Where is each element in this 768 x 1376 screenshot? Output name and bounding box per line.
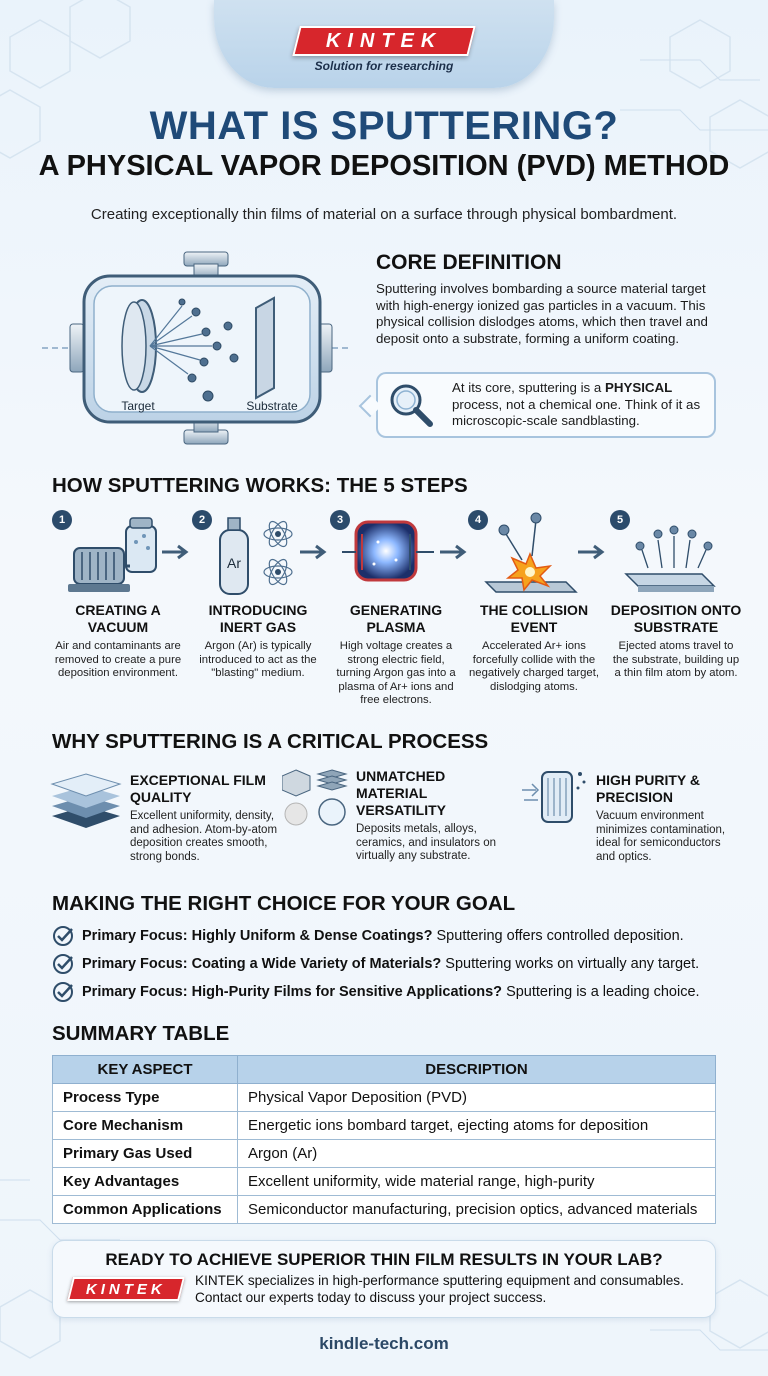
step-3	[330, 508, 470, 718]
step-description: High voltage creates a strong electric field, turning Argon gas into a plasma of Ar+ ions and free electrons.	[336, 640, 456, 706]
table-cell: Semiconductor manufacturing, precision optics, advanced materials	[238, 1196, 716, 1224]
table-row	[53, 1112, 716, 1140]
cta-text: KINTEK specializes in high-performance sputtering equipment and consumables. Contact our experts today to discuss your project success.	[195, 1273, 684, 1305]
why-title: HIGH PURITY & PRECISION	[596, 772, 700, 805]
argon-cylinder-icon	[200, 512, 310, 598]
step-description: Argon (Ar) is typically introduced to act as the "blasting" medium.	[199, 640, 317, 679]
footer-link[interactable]: kindle-tech.com	[319, 1334, 449, 1353]
check-circle-icon	[52, 925, 74, 947]
step-5	[610, 508, 750, 718]
choice-text: Primary Focus: Coating a Wide Variety of Materials? Sputtering works on virtually any target.	[82, 956, 700, 972]
summary-heading: SUMMARY TABLE	[52, 1022, 230, 1045]
cylinder-label: Ar	[227, 555, 241, 571]
substrate-label: Substrate	[246, 399, 298, 413]
arrow-right-icon	[298, 544, 328, 560]
step-title: CREATING A VACUUM	[75, 602, 161, 635]
table-cell: Common Applications	[53, 1196, 238, 1224]
page-subtitle: A PHYSICAL VAPOR DEPOSITION (PVD) METHOD	[38, 150, 730, 182]
page-title: WHAT IS SPUTTERING?	[149, 104, 619, 148]
table-cell: Key Advantages	[53, 1168, 238, 1196]
step-2	[192, 508, 332, 718]
choice-text: Primary Focus: High-Purity Films for Sensitive Applications? Sputtering is a leading choice.	[82, 984, 700, 1000]
step-1	[52, 508, 192, 718]
table-cell: Excellent uniformity, wide material range, high-purity	[238, 1168, 716, 1196]
plasma-icon	[338, 512, 448, 598]
why-description: Excellent uniformity, density, and adhesion. Atom-by-atom deposition creates smooth, strong bonds.	[130, 810, 278, 863]
step-description: Accelerated Ar+ ions forcefully collide with the negatively charged target, dislodging atoms.	[469, 640, 599, 693]
column-header: KEY ASPECT	[53, 1056, 238, 1084]
sputtering-chamber-illustration	[42, 246, 352, 452]
choice-item	[52, 980, 700, 1004]
table-row	[53, 1168, 716, 1196]
intro-text: Creating exceptionally thin films of material on a surface through physical bombardment.	[90, 206, 678, 223]
table-row	[53, 1196, 716, 1224]
step-title: INTRODUCING INERT GAS	[208, 602, 308, 635]
kintek-logo[interactable]: KINTEK	[292, 26, 475, 56]
step-description: Air and contaminants are removed to create a pure deposition environment.	[54, 640, 182, 679]
choice-item	[52, 924, 684, 948]
collision-icon	[476, 512, 586, 598]
vacuum-pump-icon	[60, 512, 170, 598]
step-title: THE COLLISION EVENT	[479, 602, 589, 635]
callout-text: At its core, sputtering is a PHYSICAL process, not a chemical one. Think of it as microscopic-scale sandblasting.	[452, 380, 701, 428]
step-number: 3	[330, 510, 350, 530]
table-row	[53, 1140, 716, 1168]
core-definition-text: Sputtering involves bombarding a source material target with high-energy ionized gas particles in a vacuum. This physical collision dislodges atoms, which then travel and deposit onto a substrate, forming a uniform coating.	[376, 281, 708, 346]
table-cell: Energetic ions bombard target, ejecting atoms for deposition	[238, 1112, 716, 1140]
core-definition-heading: CORE DEFINITION	[376, 251, 562, 274]
step-number: 4	[468, 510, 488, 530]
step-number: 2	[192, 510, 212, 530]
materials-icon	[282, 764, 348, 830]
deposition-icon	[618, 512, 728, 598]
why-title: UNMATCHED MATERIAL VERSATILITY	[356, 768, 446, 818]
target-label: Target	[121, 399, 155, 413]
arrow-right-icon	[438, 544, 468, 560]
why-heading: WHY SPUTTERING IS A CRITICAL PROCESS	[52, 730, 489, 753]
step-title: DEPOSITION ONTO SUBSTRATE	[610, 602, 742, 635]
table-cell: Core Mechanism	[53, 1112, 238, 1140]
table-row	[53, 1084, 716, 1112]
brand-tagline: Solution for researching	[314, 59, 454, 73]
choice-item	[52, 952, 699, 976]
step-title: GENERATING PLASMA	[349, 602, 443, 635]
layers-icon	[50, 766, 122, 830]
table-header-row	[53, 1056, 716, 1084]
summary-table	[52, 1055, 716, 1224]
magnifier-icon	[386, 380, 438, 432]
why-description: Deposits metals, alloys, ceramics, and insulators on virtually any substrate.	[356, 823, 496, 862]
choice-text: Primary Focus: Highly Uniform & Dense Coatings? Sputtering offers controlled deposition.	[82, 928, 684, 944]
step-number: 5	[610, 510, 630, 530]
why-description: Vacuum environment minimizes contamination, ideal for semiconductors and optics.	[596, 810, 726, 863]
table-cell: Physical Vapor Deposition (PVD)	[238, 1084, 716, 1112]
step-4	[468, 508, 608, 718]
choice-heading: MAKING THE RIGHT CHOICE FOR YOUR GOAL	[52, 892, 516, 915]
column-header: DESCRIPTION	[238, 1056, 716, 1084]
step-number: 1	[52, 510, 72, 530]
table-cell: Primary Gas Used	[53, 1140, 238, 1168]
check-circle-icon	[52, 953, 74, 975]
arrow-right-icon	[576, 544, 606, 560]
kintek-logo[interactable]: KINTEK	[67, 1277, 185, 1301]
table-cell: Argon (Ar)	[238, 1140, 716, 1168]
purity-filter-icon	[520, 766, 588, 828]
why-title: EXCEPTIONAL FILM QUALITY	[130, 772, 266, 805]
cta-heading: READY TO ACHIEVE SUPERIOR THIN FILM RESULTS IN YOUR LAB?	[105, 1250, 663, 1269]
steps-heading: HOW SPUTTERING WORKS: THE 5 STEPS	[52, 474, 468, 497]
check-circle-icon	[52, 981, 74, 1003]
arrow-right-icon	[160, 544, 190, 560]
table-cell: Process Type	[53, 1084, 238, 1112]
step-description: Ejected atoms travel to the substrate, building up a thin film atom by atom.	[612, 640, 740, 679]
